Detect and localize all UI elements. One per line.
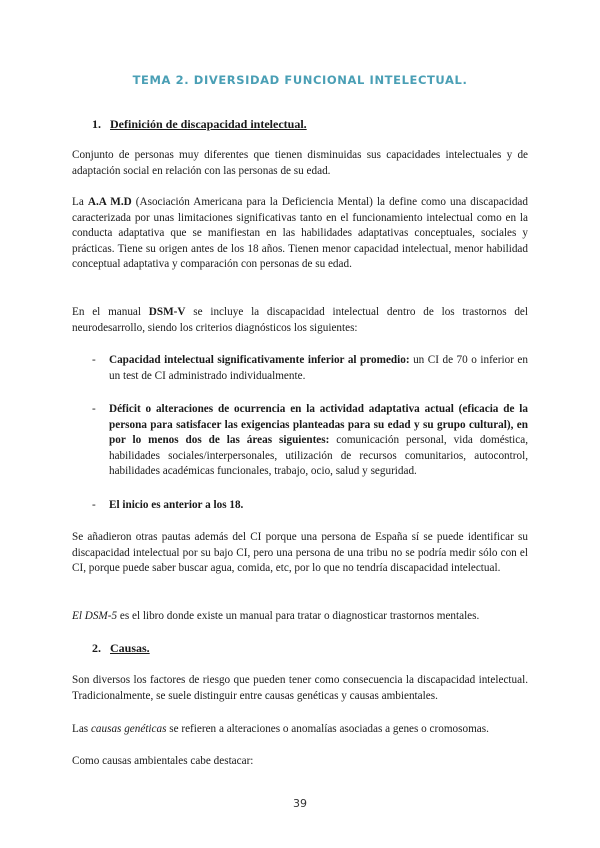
aamd-pre: La <box>72 196 88 208</box>
criterion-bold: Déficit o alteraciones de ocurrencia en la actividad adaptativa actual (eficacia de la persona para satisfacer las exigencias planteadas para su edad y su grupo cultural), en por lo menos dos de las áreas siguientes: <box>109 403 528 447</box>
genetic-italic: causas genéticas <box>90 723 167 735</box>
paragraph-definition: Conjunto de personas muy diferentes que tienen disminuidas sus capacidades intelectuales y de adaptación social en relación con las personas de su edad. <box>72 149 528 177</box>
genetic-rest: se refieren a alteraciones o anomalías asociadas a genes o cromosomas. <box>166 723 489 735</box>
dsm5-italic: El DSM-5 <box>72 610 118 622</box>
dsm-pre: En el manual <box>72 306 149 318</box>
criterion-text: comunicación personal, vida doméstica, habilidades sociales/interpersonales, utilización de recursos comunitarios, autocontrol, habilidades académicas funcionales, trabajo, ocio, salud y seguridad. <box>109 434 528 478</box>
section-2-number: 2. <box>92 641 101 655</box>
paragraph-dsm <box>72 305 528 336</box>
paragraph-ci: Se añadieron otras pautas además del CI porque una persona de España sí se puede identificar su discapacidad intelectual por su bajo CI, pero una persona de una tribu no se podría medir sólo con el CI, porque puede saber buscar agua, comida, etc, por lo que no tendría discapacidad intelectual. <box>72 531 528 575</box>
criterion-bold: Capacidad intelectual significativamente inferior al promedio: <box>109 354 410 366</box>
genetic-pre: Las <box>72 723 91 735</box>
section-1-heading <box>92 117 307 132</box>
dsm-bold: DSM-V <box>148 306 186 318</box>
bullet-dash: - <box>92 354 96 366</box>
section-1-number: 1. <box>92 117 101 131</box>
page-number: 39 <box>293 797 307 810</box>
dsm5-rest: es el libro donde existe un manual para tratar o diagnosticar trastornos mentales. <box>117 610 480 622</box>
criterion-text: un CI de 70 o inferior en un test de CI administrado individualmente. <box>109 354 528 382</box>
bullet-dash: - <box>92 403 96 415</box>
dsm-rest: se incluye la discapacidad intelectual dentro de los trastornos del neurodesarrollo, siendo los criterios diagnósticos los siguientes: <box>72 306 528 334</box>
criterion-bold: El inicio es anterior a los 18. <box>109 499 244 511</box>
document-title: TEMA 2. DIVERSIDAD FUNCIONAL INTELECTUAL. <box>132 73 468 87</box>
aamd-bold: A.A M.D <box>87 196 132 208</box>
paragraph-genetic <box>72 722 528 738</box>
aamd-rest: (Asociación Americana para la Deficiencia Mental) la define como una discapacidad caracterizada por unas limitaciones significativas tanto en el funcionamiento intelectual como en la conducta adaptativa que se manifiestan en las habilidades adaptativas conceptuales, sociales y prácticas. Tiene su origen antes de los 18 años. Tienen menor capacidad intelectual, menor habilidad conceptual adaptativa y comparación con personas de su edad. <box>72 196 528 271</box>
section-1-title: Definición de discapacidad intelectual. <box>110 117 307 131</box>
section-2-title: Causas. <box>110 641 150 655</box>
paragraph-dsm5 <box>72 609 528 625</box>
paragraph-aamd <box>72 195 528 273</box>
bullet-dash: - <box>92 499 96 511</box>
criteria-list-item <box>92 353 528 384</box>
criteria-list-item <box>92 402 528 480</box>
section-2-heading <box>92 641 150 656</box>
criteria-list-item <box>92 498 528 514</box>
paragraph-environmental: Como causas ambientales cabe destacar: <box>72 755 254 767</box>
paragraph-causes: Son diversos los factores de riesgo que pueden tener como consecuencia la discapacidad intelectual. Tradicionalmente, se suele distinguir entre causas genéticas y causas ambientales. <box>72 674 528 702</box>
